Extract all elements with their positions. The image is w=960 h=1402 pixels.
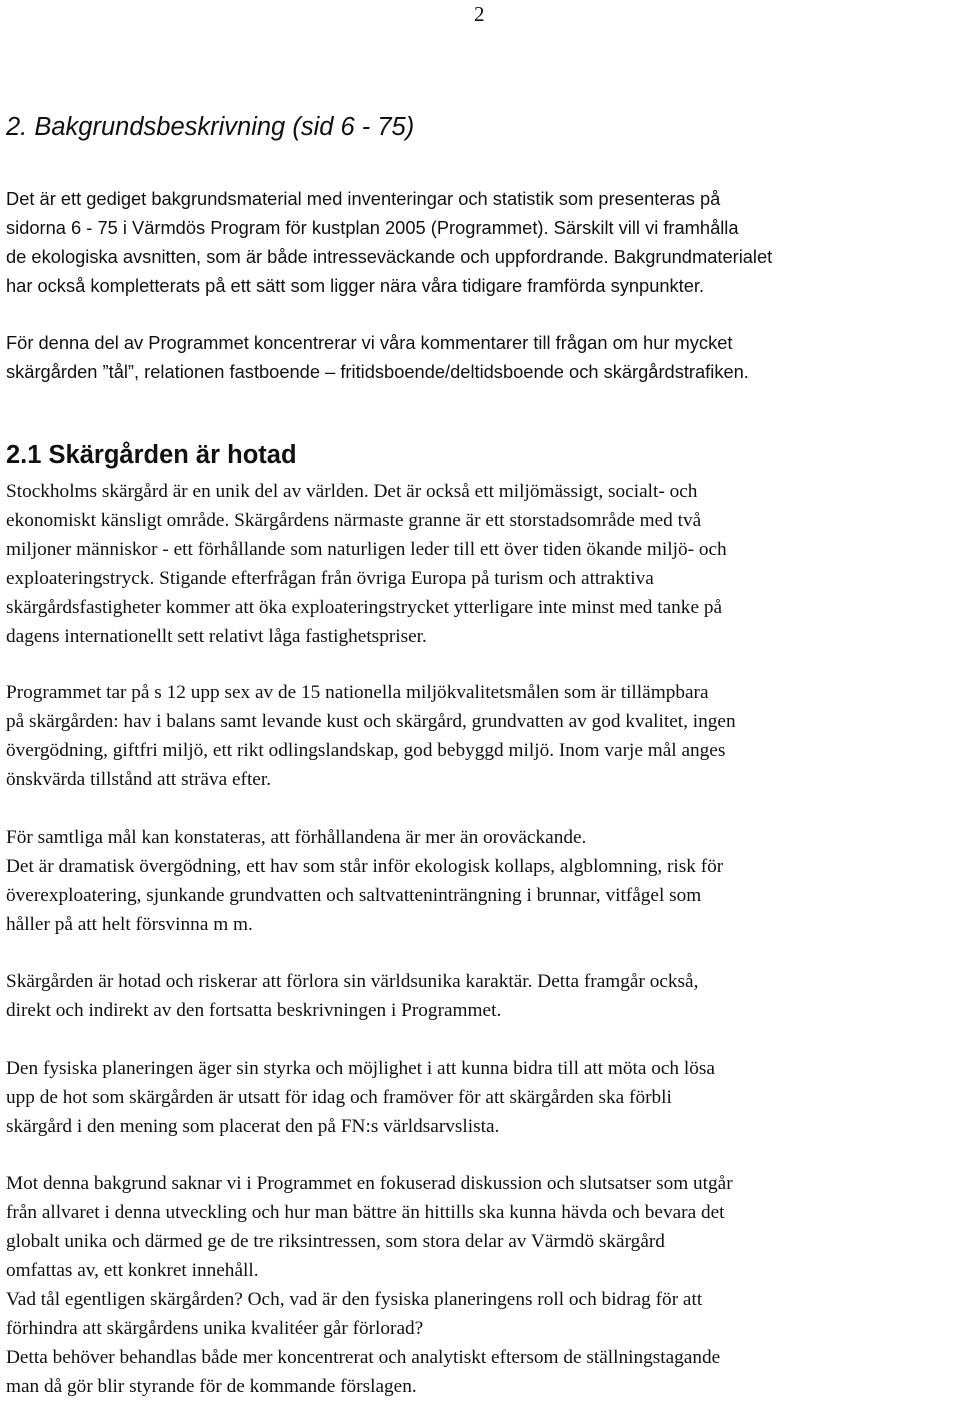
text-line: För samtliga mål kan konstateras, att förhållandena är mer än oroväckande. xyxy=(6,827,587,848)
text-line: önskvärda tillstånd att sträva efter. xyxy=(6,769,272,790)
environmental-goals-paragraph xyxy=(6,678,956,794)
text-line: har också kompletterats på ett sätt som ligger nära våra tidigare framförda synpunkter. xyxy=(6,275,705,296)
text-line: skärgårdsfastigheter kommer att öka exploateringstrycket ytterligare inte minst med tanke på xyxy=(6,597,723,618)
subsection-heading: 2.1 Skärgården är hotad xyxy=(6,441,297,469)
threatened-paragraph xyxy=(6,967,956,1025)
text-line: exploateringstryck. Stigande efterfrågan från övriga Europa på turism och attraktiva xyxy=(6,568,654,589)
text-line: Skärgården är hotad och riskerar att förlora sin världsunika karaktär. Detta framgår också, xyxy=(6,971,699,992)
text-line: Programmet tar på s 12 upp sex av de 15 nationella miljökvalitetsmålen som är tillämpbara xyxy=(6,682,709,703)
conditions-paragraph xyxy=(6,823,956,939)
text-line: ekonomiskt känsligt område. Skärgårdens närmaste granne är ett storstadsområde med två xyxy=(6,510,702,531)
intro-paragraph xyxy=(6,184,956,300)
text-line: förhindra att skärgårdens unika kvalitéer går förlorad? xyxy=(6,1318,424,1339)
text-line: håller på att helt försvinna m m. xyxy=(6,914,253,935)
text-line: skärgård i den mening som placerat den på FN:s världsarvslista. xyxy=(6,1116,500,1137)
text-line: Detta behöver behandlas både mer koncentrerat och analytiskt eftersom de ställningstagande xyxy=(6,1347,721,1368)
text-line: de ekologiska avsnitten, som är både intresseväckande och uppfordrande. Bakgrundmaterialet xyxy=(6,246,773,267)
text-line: överexploatering, sjunkande grundvatten och saltvatteninträngning i brunnar, vitfågel som xyxy=(6,885,702,906)
text-line: övergödning, giftfri miljö, ett rikt odlingslandskap, god bebyggd miljö. Inom varje mål anges xyxy=(6,740,726,761)
text-line: Stockholms skärgård är en unik del av världen. Det är också ett miljömässigt, socialt- och xyxy=(6,481,698,502)
text-line: För denna del av Programmet koncentrerar vi våra kommentarer till frågan om hur mycket xyxy=(6,332,733,353)
text-line: miljoner människor - ett förhållande som naturligen leder till ett över tiden ökande miljö- och xyxy=(6,539,727,560)
text-line: från allvaret i denna utveckling och hur man bättre än hittills ska kunna hävda och bevara det xyxy=(6,1202,725,1223)
text-line: man då gör blir styrande för de kommande förslagen. xyxy=(6,1376,417,1397)
text-line: skärgården ”tål”, relationen fastboende – fritidsboende/deltidsboende och skärgårdstrafiken. xyxy=(6,361,749,382)
page-number: 2 xyxy=(474,2,485,26)
conclusion-paragraph xyxy=(6,1169,956,1401)
text-line: på skärgården: hav i balans samt levande kust och skärgård, grundvatten av god kvalitet, ingen xyxy=(6,711,736,732)
text-line: globalt unika och därmed ge de tre riksintressen, som stora delar av Värmdö skärgård xyxy=(6,1231,665,1252)
text-line: dagens internationellt sett relativt låga fastighetspriser. xyxy=(6,626,427,647)
focus-paragraph xyxy=(6,328,956,386)
planning-paragraph xyxy=(6,1054,956,1141)
text-line: upp de hot som skärgården är utsatt för idag och framöver för att skärgården ska förbli xyxy=(6,1087,672,1108)
text-line: Den fysiska planeringen äger sin styrka och möjlighet i att kunna bidra till att möta och lösa xyxy=(6,1058,715,1079)
text-line: omfattas av, ett konkret innehåll. xyxy=(6,1260,259,1281)
threat-paragraph xyxy=(6,477,956,651)
text-line: Det är ett gediget bakgrundsmaterial med inventeringar och statistik som presenteras på xyxy=(6,188,721,209)
text-line: Det är dramatisk övergödning, ett hav som står inför ekologisk kollaps, algblomning, risk för xyxy=(6,856,724,877)
section-heading: 2. Bakgrundsbeskrivning (sid 6 - 75) xyxy=(6,113,415,141)
text-line: direkt och indirekt av den fortsatta beskrivningen i Programmet. xyxy=(6,1000,502,1021)
text-line: Vad tål egentligen skärgården? Och, vad är den fysiska planeringens roll och bidrag för att xyxy=(6,1289,703,1310)
text-line: sidorna 6 - 75 i Värmdös Program för kustplan 2005 (Programmet). Särskilt vill vi framhålla xyxy=(6,217,739,238)
text-line: Mot denna bakgrund saknar vi i Programmet en fokuserad diskussion och slutsatser som utgår xyxy=(6,1173,733,1194)
